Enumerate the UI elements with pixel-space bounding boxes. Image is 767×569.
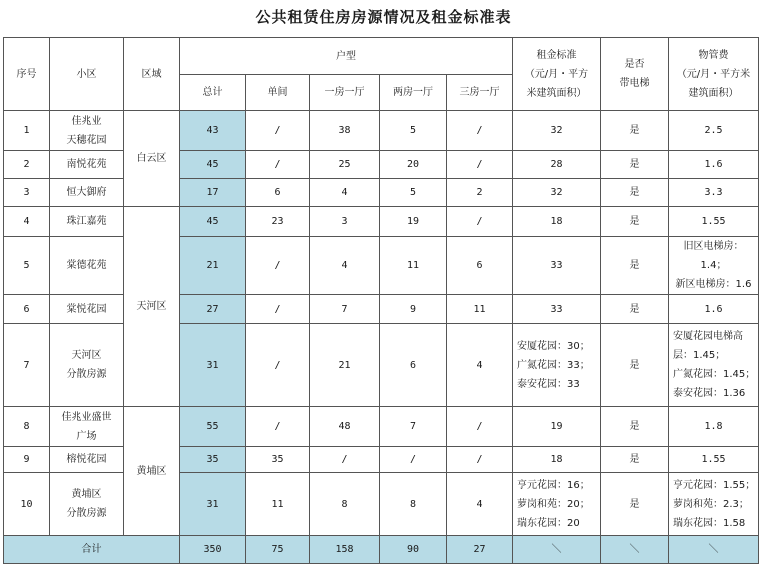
- rent-line: 瑞东花园：20: [517, 517, 580, 529]
- cell-rent: [513, 324, 601, 407]
- fee-line: 层：1.45；: [673, 350, 726, 361]
- community-line: 佳兆业: [71, 115, 102, 127]
- page-title: 公共租赁住房房源情况及租金标准表: [255, 8, 512, 26]
- summary-three-bed: 27: [447, 536, 513, 564]
- housing-table: [3, 37, 759, 564]
- cell-community: 榕悦花园: [50, 447, 124, 473]
- cell-seq: 9: [4, 447, 50, 473]
- cell-community: 恒大御府: [50, 179, 124, 207]
- cell-one-bed: 48: [310, 407, 380, 447]
- cell-two-bed: 11: [380, 237, 447, 295]
- cell-two-bed: 5: [380, 111, 447, 151]
- fee-line: 新区电梯房：1.6: [675, 279, 752, 290]
- cell-elevator: 是: [601, 324, 669, 407]
- header-total: 总计: [180, 75, 246, 111]
- cell-total: 27: [180, 295, 246, 324]
- table-row: [4, 151, 759, 179]
- cell-seq: 7: [4, 324, 50, 407]
- header-elevator-line: 是否: [624, 59, 645, 70]
- cell-single: /: [246, 324, 310, 407]
- rent-line: 亨元花园：16；: [517, 479, 590, 491]
- cell-community: [50, 111, 124, 151]
- rent-line: 广氮花园：33；: [517, 359, 590, 371]
- cell-total: 45: [180, 207, 246, 237]
- header-one-bed: 一房一厅: [310, 75, 380, 111]
- cell-one-bed: /: [310, 447, 380, 473]
- cell-fee: [669, 324, 759, 407]
- cell-total: 35: [180, 447, 246, 473]
- header-rent-line: （元/月・平方: [524, 68, 589, 80]
- cell-one-bed: 21: [310, 324, 380, 407]
- fee-line: 瑞东花园：1.58: [673, 517, 746, 529]
- cell-rent: 18: [513, 447, 601, 473]
- cell-rent: 33: [513, 295, 601, 324]
- table-row: [4, 295, 759, 324]
- header-rent-line: 租金标准: [536, 49, 577, 61]
- cell-one-bed: 8: [310, 473, 380, 536]
- cell-single: /: [246, 295, 310, 324]
- cell-district: 白云区: [124, 111, 180, 207]
- cell-single: /: [246, 111, 310, 151]
- fee-line: 广氮花园：1.45；: [673, 369, 756, 380]
- header-single: 单间: [246, 75, 310, 111]
- cell-community: [50, 324, 124, 407]
- summary-one-bed: 158: [310, 536, 380, 564]
- cell-single: 11: [246, 473, 310, 536]
- cell-elevator: 是: [601, 447, 669, 473]
- cell-total: 45: [180, 151, 246, 179]
- cell-seq: 5: [4, 237, 50, 295]
- community-line: 天河区: [71, 350, 102, 361]
- table-row: [4, 111, 759, 151]
- header-elevator-line: 带电梯: [619, 78, 650, 89]
- cell-single: 35: [246, 447, 310, 473]
- cell-elevator: 是: [601, 407, 669, 447]
- cell-total: 55: [180, 407, 246, 447]
- cell-three-bed: /: [447, 447, 513, 473]
- cell-fee: 3.3: [669, 179, 759, 207]
- cell-community: 棠悦花园: [50, 295, 124, 324]
- cell-fee: [669, 473, 759, 536]
- summary-single: 75: [246, 536, 310, 564]
- table-row: [4, 324, 759, 407]
- cell-single: 23: [246, 207, 310, 237]
- header-unit-type: 户型: [180, 38, 513, 75]
- summary-fee: ＼: [669, 536, 759, 564]
- cell-total: 43: [180, 111, 246, 151]
- cell-elevator: 是: [601, 111, 669, 151]
- table-row: [4, 237, 759, 295]
- cell-fee: 1.6: [669, 151, 759, 179]
- cell-one-bed: 4: [310, 237, 380, 295]
- cell-single: 6: [246, 179, 310, 207]
- cell-seq: 2: [4, 151, 50, 179]
- cell-elevator: 是: [601, 207, 669, 237]
- header-district: 区域: [124, 38, 180, 111]
- cell-two-bed: 19: [380, 207, 447, 237]
- cell-one-bed: 7: [310, 295, 380, 324]
- table-row: [4, 207, 759, 237]
- summary-row: [4, 536, 759, 564]
- header-seq: 序号: [4, 38, 50, 111]
- cell-fee: 1.55: [669, 207, 759, 237]
- cell-three-bed: /: [447, 407, 513, 447]
- cell-fee: 2.5: [669, 111, 759, 151]
- header-mgmt-fee: [669, 38, 759, 111]
- community-line: 佳兆业盛世: [61, 411, 112, 423]
- cell-one-bed: 4: [310, 179, 380, 207]
- fee-line: 萝岗和苑：2.3；: [673, 498, 749, 510]
- cell-total: 17: [180, 179, 246, 207]
- header-fee-line: 建筑面积）: [688, 87, 739, 99]
- cell-seq: 4: [4, 207, 50, 237]
- cell-rent: [513, 473, 601, 536]
- cell-community: [50, 407, 124, 447]
- cell-rent: 33: [513, 237, 601, 295]
- cell-three-bed: 4: [447, 473, 513, 536]
- cell-community: 棠德花苑: [50, 237, 124, 295]
- cell-fee: 1.8: [669, 407, 759, 447]
- cell-three-bed: /: [447, 111, 513, 151]
- cell-rent: 28: [513, 151, 601, 179]
- table-row: [4, 473, 759, 536]
- cell-community: 珠江嘉苑: [50, 207, 124, 237]
- cell-two-bed: 5: [380, 179, 447, 207]
- cell-single: /: [246, 237, 310, 295]
- cell-fee: 1.6: [669, 295, 759, 324]
- community-line: 天穗花园: [66, 134, 107, 146]
- cell-seq: 8: [4, 407, 50, 447]
- community-line: 分散房源: [66, 369, 107, 380]
- cell-rent: 18: [513, 207, 601, 237]
- cell-district: 天河区: [124, 207, 180, 407]
- fee-line: 旧区电梯房：1.4；: [683, 241, 744, 271]
- cell-two-bed: /: [380, 447, 447, 473]
- cell-community: 南悦花苑: [50, 151, 124, 179]
- cell-one-bed: 38: [310, 111, 380, 151]
- header-fee-line: 物管费: [698, 49, 729, 61]
- header-elevator: [601, 38, 669, 111]
- cell-community: [50, 473, 124, 536]
- cell-seq: 3: [4, 179, 50, 207]
- cell-two-bed: 9: [380, 295, 447, 324]
- cell-seq: 1: [4, 111, 50, 151]
- summary-total: 350: [180, 536, 246, 564]
- cell-elevator: 是: [601, 473, 669, 536]
- cell-elevator: 是: [601, 151, 669, 179]
- cell-total: 31: [180, 473, 246, 536]
- cell-one-bed: 3: [310, 207, 380, 237]
- rent-line: 泰安花园：33: [517, 378, 580, 390]
- header-two-bed: 两房一厅: [380, 75, 447, 111]
- cell-two-bed: 6: [380, 324, 447, 407]
- header-fee-line: （元/月・平方米: [676, 68, 751, 80]
- cell-two-bed: 20: [380, 151, 447, 179]
- cell-elevator: 是: [601, 295, 669, 324]
- community-line: 分散房源: [66, 508, 107, 519]
- header-rent: [513, 38, 601, 111]
- summary-label: 合计: [4, 536, 180, 564]
- header-community: 小区: [50, 38, 124, 111]
- cell-rent: 32: [513, 179, 601, 207]
- cell-fee: 1.55: [669, 447, 759, 473]
- cell-single: /: [246, 151, 310, 179]
- table-row: [4, 447, 759, 473]
- cell-one-bed: 25: [310, 151, 380, 179]
- cell-rent: 32: [513, 111, 601, 151]
- summary-two-bed: 90: [380, 536, 447, 564]
- community-line: 黄埔区: [71, 489, 102, 500]
- cell-total: 31: [180, 324, 246, 407]
- cell-elevator: 是: [601, 179, 669, 207]
- cell-two-bed: 7: [380, 407, 447, 447]
- cell-three-bed: 4: [447, 324, 513, 407]
- cell-two-bed: 8: [380, 473, 447, 536]
- rent-line: 萝岗和苑：20；: [517, 498, 590, 510]
- cell-three-bed: 2: [447, 179, 513, 207]
- cell-district: 黄埔区: [124, 407, 180, 536]
- fee-line: 泰安花园：1.36: [673, 388, 746, 399]
- summary-elevator: ＼: [601, 536, 669, 564]
- fee-line: 亨元花园：1.55；: [673, 479, 756, 491]
- cell-fee: [669, 237, 759, 295]
- header-rent-line: 米建筑面积）: [526, 87, 587, 99]
- cell-three-bed: 6: [447, 237, 513, 295]
- cell-three-bed: /: [447, 151, 513, 179]
- summary-rent: ＼: [513, 536, 601, 564]
- cell-total: 21: [180, 237, 246, 295]
- cell-elevator: 是: [601, 237, 669, 295]
- header-three-bed: 三房一厅: [447, 75, 513, 111]
- rent-line: 安厦花园：30；: [517, 340, 590, 352]
- cell-seq: 10: [4, 473, 50, 536]
- cell-single: /: [246, 407, 310, 447]
- cell-three-bed: 11: [447, 295, 513, 324]
- fee-line: 安厦花园电梯高: [673, 331, 743, 342]
- community-line: 广场: [76, 430, 97, 442]
- table-row: [4, 179, 759, 207]
- table-row: [4, 407, 759, 447]
- cell-seq: 6: [4, 295, 50, 324]
- cell-rent: 19: [513, 407, 601, 447]
- cell-three-bed: /: [447, 207, 513, 237]
